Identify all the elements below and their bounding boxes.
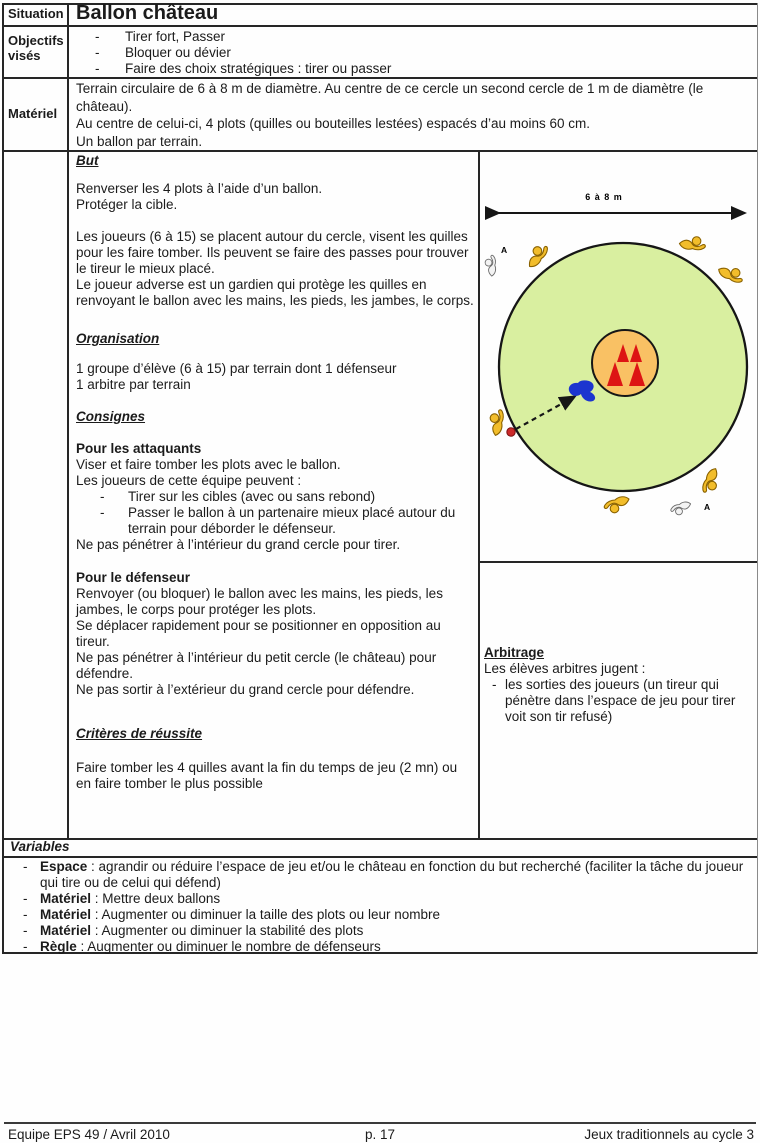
ball [507, 428, 515, 436]
castle-circle [592, 330, 658, 396]
defenseur-block: Pour le défenseur Renvoyer (ou bloquer) le ballon avec les mains, les pieds, les jambes, le corps pour protéger les plots. Se déplacer rapidement pour se positionner en opposition au tireur. Ne pas pénétrer à l’intérieur du petit cercle (le château) pour défendre. Ne pas sortir à l’extérieur du grand cercle pour défendre. [76, 570, 474, 698]
footer-rule [4, 1122, 756, 1124]
arbitrage-list [484, 677, 754, 725]
attacker-figure [678, 231, 707, 256]
divider-label-column [67, 3, 69, 838]
subheading-attaquants: Pour les attaquants [76, 441, 202, 456]
list-item: - les sorties des joueurs (un tireur qui pénètre dans l’espace de jeu pour tirer voit son tir refusé) [492, 677, 736, 724]
list-item: - Tirer fort, Passer [95, 29, 226, 44]
section-heading-organisation: Organisation [76, 331, 160, 346]
section-heading-consignes: Consignes [76, 409, 146, 424]
measure-label: 6 à 8 m [585, 192, 623, 202]
list-item: - Bloquer ou dévier [95, 45, 231, 60]
list-item: - Règle : Augmenter ou diminuer le nombre de défenseurs [23, 939, 381, 954]
referee-figure [481, 254, 500, 277]
list-item: - Matériel : Augmenter ou diminuer la taille des plots ou leur nombre [23, 907, 440, 922]
footer-right: Jeux traditionnels au cycle 3 [584, 1127, 754, 1142]
border-left [2, 3, 4, 954]
border-under-variables-heading [2, 856, 758, 858]
section-heading-variables: Variables [10, 839, 70, 854]
border-under-title [2, 25, 758, 27]
attaquants-block: Pour les attaquants Viser et faire tomber les plots avec le ballon. Les joueurs de cette équipe peuvent : - Tirer sur les cibles (avec ou sans rebond) - Passer le ballon à un partenaire mieux placé autour du terrain pour déborder le défenseur. Ne pas pénétrer à l’intérieur du grand cercle pour tirer. [76, 441, 474, 553]
border-variables-top [2, 838, 758, 840]
section-heading-criteres: Critères de réussite [76, 726, 203, 741]
list-item: - Espace : agrandir ou réduire l’espace de jeu et/ou le château en fonction du but recherché (faciliter la tâche du joueur qui tire ou de celui qui défend) [23, 859, 744, 890]
referee-figure [671, 502, 691, 515]
footer-page-number: p. 17 [364, 1127, 396, 1142]
subheading-defenseur: Pour le défenseur [76, 570, 191, 585]
but-paragraph-2: Les joueurs (6 à 15) se placent autour du cercle, visent les quilles pour les faire tomber. Ils peuvent se faire des passes pour trouver le tireur le mieux placé. Le joueur adverse est un gardien qui protège les quilles en renvoyant le ballon avec les mains, les pieds, les jambes, le corps. [76, 229, 474, 308]
row-label-objectifs: Objectifs visés [8, 33, 64, 63]
referee-label: A [501, 245, 508, 255]
materiel-line: Terrain circulaire de 6 à 8 m de diamètre. Au centre de ce cercle un second cercle de 1 m de diamètre (le château). [76, 81, 704, 114]
referee-label: A [704, 502, 711, 512]
variables-list [0, 859, 752, 955]
section-heading-but: But [76, 153, 99, 168]
criteres-text: Faire tomber les 4 quilles avant la fin du temps de jeu (2 mn) ou en faire tomber le plus possible [76, 760, 458, 791]
attacker-figure [523, 242, 552, 268]
list-item: - Tirer sur les cibles (avec ou sans rebond) [100, 489, 376, 504]
organisation-text: 1 groupe d’élève (6 à 15) par terrain dont 1 défenseur 1 arbitre par terrain [76, 361, 397, 392]
main-left-column [76, 153, 474, 792]
objectifs-list [76, 29, 472, 77]
attacker-figure [697, 467, 726, 496]
footer-left: Equipe EPS 49 / Avril 2010 [8, 1127, 170, 1142]
border-under-diagram [478, 561, 758, 563]
attaquants-list [76, 489, 474, 537]
row-label-materiel: Matériel [8, 106, 58, 121]
section-heading-arbitrage: Arbitrage [484, 645, 545, 660]
materiel-line: Un ballon par terrain. [76, 133, 203, 149]
attacker-figure [717, 260, 746, 289]
terrain-diagram [478, 151, 758, 561]
attacker-figure-shooter [484, 407, 510, 436]
page-title: Ballon château [76, 2, 219, 24]
attacker-figure [604, 497, 629, 513]
list-item: - Faire des choix stratégiques : tirer ou passer [95, 61, 392, 76]
but-paragraph-1: Renverser les 4 plots à l’aide d’un ballon. Protéger la cible. [76, 181, 323, 212]
list-item: - Matériel : Mettre deux ballons [23, 891, 221, 906]
list-item: - Matériel : Augmenter ou diminuer la stabilité des plots [23, 923, 364, 938]
materiel-line: Au centre de celui-ci, 4 plots (quilles ou bouteilles lestées) espacés d’au moins 60 cm. [76, 116, 591, 131]
arbitrage-block: Arbitrage Les élèves arbitres jugent : - les sorties des joueurs (un tireur qui pénètre dans l’espace de jeu pour tirer voit son tir refusé) [484, 645, 754, 725]
materiel-text [76, 80, 754, 150]
list-item: - Passer le ballon à un partenaire mieux placé autour du terrain pour déborder le défenseur. [100, 505, 456, 536]
border-under-objectifs [2, 77, 758, 79]
row-label-situation: Situation [8, 6, 64, 21]
